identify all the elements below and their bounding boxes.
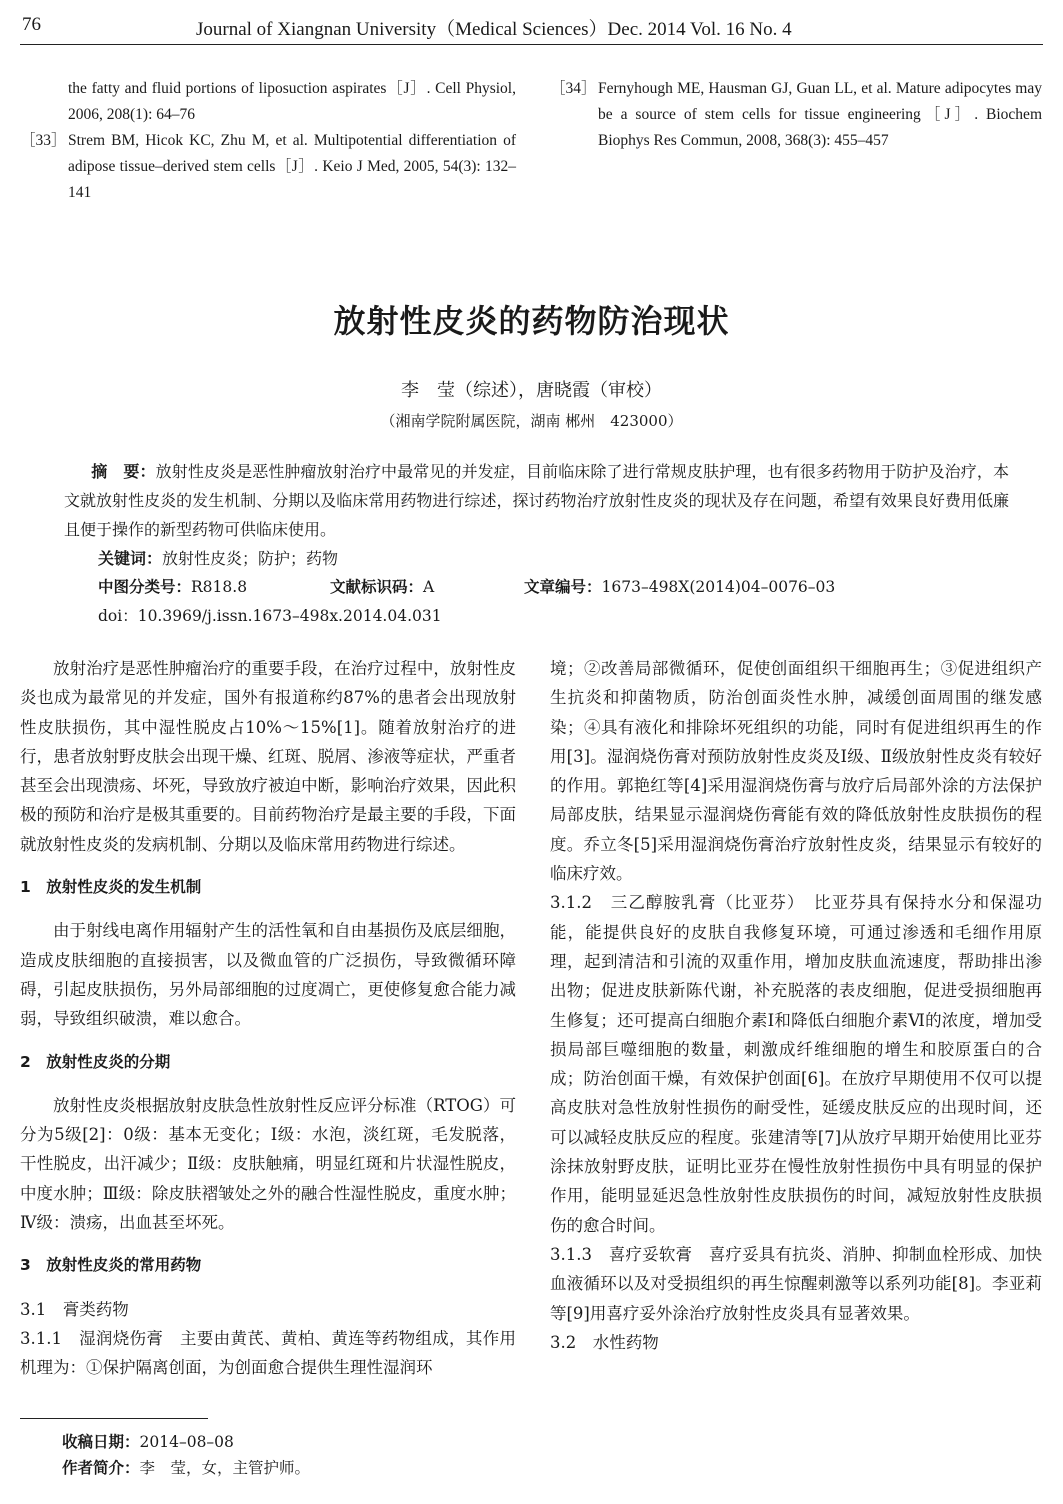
clc-value: R818.8 (191, 578, 248, 596)
section-gap (20, 1281, 516, 1295)
body-paragraph: 放射性皮炎根据放射皮肤急性放射性反应评分标准（RTOG）可分为5级[2]：0级：基本无变化；Ⅰ级：水泡，淡红斑，毛发脱落，干性脱皮，出汗减少；Ⅱ级：皮肤触痛，明显红斑和片状湿性脱皮，中度水肿；Ⅲ级：除皮肤褶皱处之外的融合性湿性脱皮，重度水肿；Ⅳ级：溃疡，出血甚至坏死。 (20, 1095, 516, 1233)
body-column-left (20, 654, 516, 1383)
references-left (20, 76, 516, 206)
keywords (64, 544, 1009, 573)
keywords-text: 放射性皮炎；防护；药物 (162, 549, 339, 568)
article-affiliation: （湘南学院附属医院，湖南 郴州 423000） (380, 412, 683, 430)
abstract-text: 放射性皮炎是恶性肿瘤放射治疗中最常见的并发症，目前临床除了进行常规皮肤护理，也有很多药物用于防护及治疗，本文就放射性皮炎的发生机制、分期以及临床常用药物进行综述，探讨药物治疗放射性皮炎的现状及存在问题，希望有效果良好费用低廉且便于操作的新型药物可供临床使用。 (64, 462, 1009, 539)
page-number: 76 (22, 14, 41, 35)
author-bio-label: 作者简介： (62, 1459, 140, 1477)
section-heading: 3 放射性皮炎的常用药物 (20, 1256, 202, 1275)
references-right (550, 76, 1042, 154)
doc-code-label: 文献标识码： (330, 578, 424, 596)
reference-text: the fatty and fluid portions of liposuction aspirates［J］. Cell Physiol, 2006, 208(1): 64–76 (68, 80, 516, 123)
reference-number: ［33］ (20, 132, 67, 149)
article-number-label: 文章编号： (524, 578, 602, 596)
reference-item (20, 76, 516, 128)
author-bio (62, 1456, 310, 1478)
footnote-rule (20, 1418, 208, 1419)
section-heading: 1 放射性皮炎的发生机制 (20, 878, 202, 897)
abstract-paragraph (64, 457, 1009, 544)
section-gap (20, 1077, 516, 1091)
article-title: 放射性皮炎的药物防治现状 (333, 302, 730, 340)
subsection-paragraph: 3.2 水性药物 (550, 1332, 659, 1352)
received-label: 收稿日期： (62, 1433, 140, 1451)
abstract-label: 摘 要： (91, 462, 156, 481)
subsection-paragraph: 3.1.1 湿润烧伤膏 主要由黄芪、黄柏、黄连等药物组成，其作用机理为：①保护隔离创面，为创面愈合提供生理性湿润环 (20, 1328, 516, 1378)
abstract (64, 457, 1009, 631)
subsection-paragraph: 3.1.2 三乙醇胺乳膏（比亚芬） 比亚芬具有保持水分和保湿功能，能提供良好的皮肤自我修复环境，可通过渗透和毛细作用原理，起到清洁和引流的双重作用，增加皮肤血流速度，帮助排出渗出物；促进皮肤新陈代谢，补充脱落的表皮细胞，促进受损细胞再生修复；还可提高白细胞介素Ⅰ和降低白细胞介素Ⅵ的浓度，增加受损局部巨噬细胞的数量，刺激成纤维细胞的增生和胶原蛋白的合成；防治创面干燥，有效保护创面[6]。在放疗早期使用不仅可以提高皮肤对急性放射性损伤的耐受性，延缓皮肤反应的出现时间，还可以减轻皮肤反应的程度。张建清等[7]从放疗早期开始使用比亚芬涂抹放射野皮肤，证明比亚芬在慢性放射性损伤中具有明显的保护作用，能明显延迟急性放射性皮肤损伤的时间，减短放射性皮肤损伤的愈合时间。 (550, 893, 1042, 1235)
author-bio-value: 李 莹，女，主管护师。 (139, 1459, 311, 1477)
clc-code (98, 573, 247, 602)
received-date (62, 1430, 234, 1452)
doi: doi：10.3969/j.issn.1673–498x.2014.04.031 (98, 607, 442, 625)
reference-text: Strem BM, Hicok KC, Zhu M, et al. Multipotential differentiation of adipose tissue–derived stem cells［J］. Keio J Med, 2005, 54(3): 132–141 (68, 132, 516, 201)
header-rule (20, 44, 1043, 45)
section-gap (20, 902, 516, 916)
section-gap (20, 1034, 516, 1048)
section-gap (20, 859, 516, 873)
journal-header: Journal of Xiangnan University（Medical Sciences）Dec. 2014 Vol. 16 No. 4 (196, 19, 792, 40)
reference-item (550, 76, 1042, 154)
subsection-paragraph: 3.1 膏类药物 (20, 1299, 129, 1319)
doc-code (330, 573, 434, 602)
classification-row (64, 573, 1009, 602)
reference-item (20, 128, 516, 206)
subsection-paragraph: 境；②改善局部微循环，促使创面组织干细胞再生；③促进组织产生抗炎和抑菌物质，防治创面炎性水肿，减缓创面周围的继发感染；④具有液化和排除坏死组织的功能，同时有促进组织再生的作用[3]。湿润烧伤膏对预防放射性皮炎及Ⅰ级、Ⅱ级放射性皮炎有较好的作用。郭艳红等[4]采用湿润烧伤膏与放疗后局部外涂的方法保护局部皮肤，结果显示湿润烧伤膏能有效的降低放射性皮肤损伤的程度。乔立冬[5]采用湿润烧伤膏治疗放射性皮炎，结果显示有较好的临床疗效。 (550, 659, 1042, 884)
received-value: 2014–08–08 (139, 1433, 234, 1451)
body-paragraph: 放射治疗是恶性肿瘤治疗的重要手段，在治疗过程中，放射性皮炎也成为最常见的并发症，国外有报道称约87%的患者会出现放射性皮肤损伤，其中湿性脱皮占10%～15%[1]。随着放射治疗的进行，患者放射野皮肤会出现干燥、红斑、脱屑、渗液等症状，严重者甚至会出现溃疡、坏死，导致放疗被迫中断，影响治疗效果，因此积极的预防和治疗是极其重要的。目前药物治疗是最主要的手段，下面就放射性皮炎的发病机制、分期以及临床常用药物进行综述。 (20, 659, 516, 854)
article-number-value: 1673–498X(2014)04–0076–03 (601, 578, 836, 596)
article-authors: 李 莹（综述），唐晓霞（审校） (401, 380, 662, 401)
reference-text: Fernyhough ME, Hausman GJ, Guan LL, et al. Mature adipocytes may be a source of stem cells for tissue engineering［J］. Biochem Biophys Res Commun, 2008, 368(3): 455–457 (598, 80, 1042, 149)
doc-code-value: A (423, 578, 435, 596)
keywords-label: 关键词： (98, 549, 163, 568)
clc-label: 中图分类号： (98, 578, 192, 596)
reference-number: ［34］ (550, 80, 597, 97)
article-number (524, 573, 835, 602)
body-paragraph: 由于射线电离作用辐射产生的活性氧和自由基损伤及底层细胞，造成皮肤细胞的直接损害，以及微血管的广泛损伤，导致微循环障碍，引起皮肤损伤，另外局部细胞的过度凋亡，更使修复愈合能力减弱，导致组织破溃，难以愈合。 (20, 921, 516, 1029)
section-gap (20, 1237, 516, 1251)
body-column-right (550, 654, 1042, 1357)
subsection-paragraph: 3.1.3 喜疗妥软膏 喜疗妥具有抗炎、消肿、抑制血栓形成、加快血液循环以及对受损组织的再生惊醒刺激等以系列功能[8]。李亚莉等[9]用喜疗妥外涂治疗放射性皮炎具有显著效果。 (550, 1244, 1042, 1323)
section-heading: 2 放射性皮炎的分期 (20, 1052, 171, 1071)
